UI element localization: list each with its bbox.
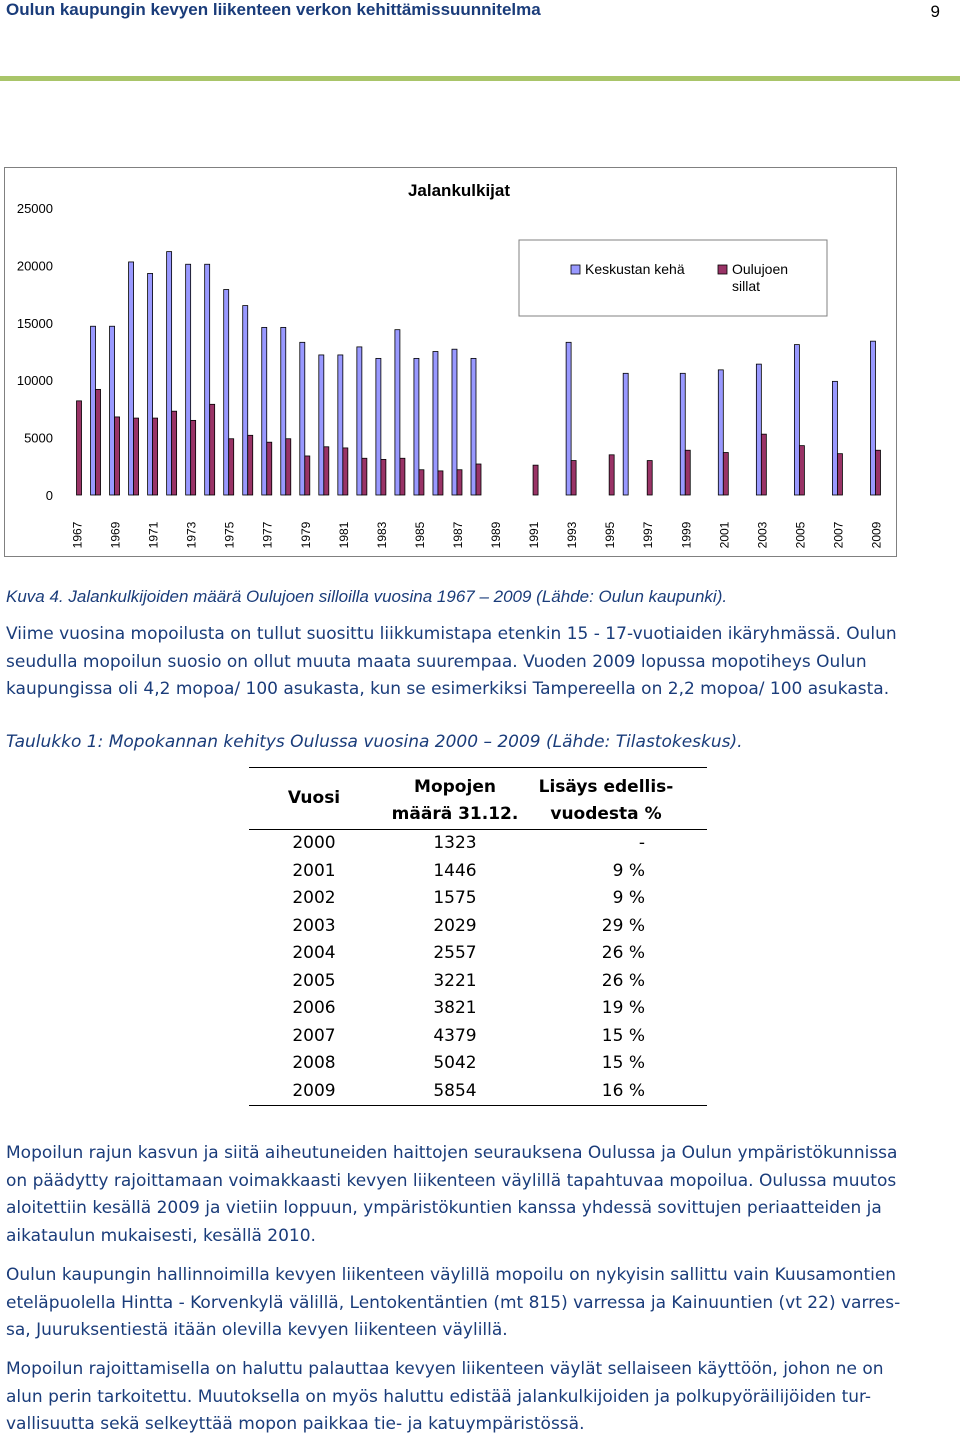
bar-oulujoen-sillat (324, 447, 329, 495)
paragraph-line: aloitettiin kesällä 2009 ja vietiin loppuun, ympäristökuntien kanssa yhdessä sovittujen periaatteiden ja (6, 1198, 882, 1218)
bar-oulujoen-sillat (362, 458, 367, 495)
x-tick-label: 1979 (298, 521, 313, 549)
bar-keskustan-keha (794, 345, 799, 495)
bar-oulujoen-sillat (305, 456, 310, 495)
table-body (249, 830, 707, 1105)
legend-swatch-oulujoen-sillat (718, 265, 727, 274)
header-lisays (531, 774, 681, 828)
x-tick-label: 1967 (70, 521, 85, 549)
paragraph-line: Oulun kaupungin hallinnoimilla kevyen liikenteen väylillä mopoilu on nykyisin sallittu vain Kuusamontien (6, 1265, 897, 1285)
bar-oulujoen-sillat (267, 442, 272, 495)
x-tick-label: 1999 (679, 521, 694, 549)
bar-oulujoen-sillat (153, 418, 158, 495)
bar-keskustan-keha (832, 381, 837, 495)
paragraph-line: eteläpuolella Hintta - Korvenkylä välillä, Lentokentäntien (mt 815) varressa ja Kainuuntien (vt 22) varres- (6, 1292, 901, 1313)
table-row: 2008 5042 15 % (292, 1053, 645, 1073)
bar-oulujoen-sillat (96, 389, 101, 495)
bar-oulujoen-sillat (172, 411, 177, 495)
figure-caption: Kuva 4. Jalankulkijoiden määrä Oulujoen silloilla vuosina 1967 – 2009 (Lähde: Oulun kaupunki). (6, 587, 728, 606)
bar-oulujoen-sillat (609, 455, 614, 495)
table-row: 2000 1323 - (292, 833, 645, 853)
bar-keskustan-keha (148, 273, 153, 495)
bar-keskustan-keha (756, 364, 761, 495)
bar-keskustan-keha (338, 355, 343, 495)
y-tick-label: 5000 (24, 430, 53, 446)
x-tick-label: 2003 (755, 521, 770, 549)
table-header (249, 768, 707, 830)
paragraph-line: seudulla mopoilun suosio on ollut muuta maata suurempaa. Vuoden 2009 lopussa mopotiheys Oulun (6, 651, 867, 672)
paragraph-line: kaupungissa oli 4,2 mopoa/ 100 asukasta, kun se esimerkiksi Tampereella on 2,2 mopoa/ 100 asukasta. (6, 679, 890, 699)
table-caption: Taulukko 1: Mopokannan kehitys Oulussa vuosina 2000 – 2009 (Lähde: Tilastokeskus). (6, 732, 743, 752)
x-tick-label: 1981 (336, 521, 351, 549)
bar-oulujoen-sillat (210, 404, 215, 495)
x-tick-label: 1995 (603, 521, 618, 549)
bar-oulujoen-sillat (723, 453, 728, 495)
bar-keskustan-keha (433, 352, 438, 496)
table-row: 2003 2029 29 % (292, 915, 645, 936)
bar-oulujoen-sillat (191, 420, 196, 495)
table-row: 2007 4379 15 % (292, 1025, 645, 1046)
bar-keskustan-keha (110, 326, 115, 495)
table-row: 2001 1446 9 % (292, 860, 645, 881)
moped-table (249, 767, 707, 1106)
bar-keskustan-keha (319, 355, 324, 495)
bar-keskustan-keha (243, 306, 248, 495)
paragraph-line: Viime vuosina mopoilusta on tullut suosittu liikkumistapa etenkin 15 - 17-vuotiaiden ikäryhmässä. Oulun (6, 624, 897, 644)
bar-keskustan-keha (205, 264, 210, 495)
bar-oulujoen-sillat (286, 439, 291, 495)
page-number: 9 (930, 2, 940, 21)
x-tick-label: 1985 (412, 521, 427, 549)
bar-keskustan-keha (566, 342, 571, 495)
paragraph-line: sa, Juuruksentiestä itään olevilla kevyen liikenteen väylillä. (6, 1320, 508, 1340)
paragraph-line: on päädytty rajoittamaan voimakkaasti kevyen liikenteen väylillä tapahtuvaa mopoilua. Oulussa muutos (6, 1170, 897, 1191)
x-tick-label: 1971 (146, 521, 161, 549)
header-lisays-line2: vuodesta % (550, 804, 662, 824)
x-tick-label: 1987 (450, 521, 465, 549)
x-tick-label: 1975 (222, 521, 237, 549)
bar-keskustan-keha (471, 358, 476, 495)
table-row: 2002 1575 9 % (292, 888, 645, 908)
table-row: 2006 3821 19 % (292, 998, 645, 1018)
paragraph-tavoite (6, 1356, 954, 1439)
header-mopojen-line1: Mopojen (414, 777, 496, 797)
x-tick-label: 1993 (565, 521, 580, 549)
bar-oulujoen-sillat (248, 435, 253, 495)
bar-oulujoen-sillat (134, 418, 139, 495)
header-vuosi: Vuosi (287, 788, 341, 808)
bar-keskustan-keha (680, 373, 685, 495)
bar-oulujoen-sillat (419, 470, 424, 495)
y-axis-labels (17, 201, 53, 503)
x-tick-label: 1997 (641, 521, 656, 549)
y-tick-label: 0 (45, 488, 53, 503)
bar-oulujoen-sillat (533, 465, 538, 495)
table-row: 2004 2557 26 % (292, 943, 645, 963)
pedestrian-chart (4, 167, 897, 557)
bar-keskustan-keha (414, 358, 419, 495)
bar-oulujoen-sillat (837, 454, 842, 495)
header-divider (0, 76, 960, 81)
bar-keskustan-keha (224, 290, 229, 495)
x-tick-label: 1973 (184, 521, 199, 549)
bar-oulujoen-sillat (476, 464, 481, 495)
x-tick-label: 1969 (108, 521, 123, 549)
bar-keskustan-keha (395, 330, 400, 495)
bar-oulujoen-sillat (115, 417, 120, 495)
bar-oulujoen-sillat (685, 450, 690, 495)
bar-oulujoen-sillat (400, 458, 405, 495)
paragraph-line: alun perin tarkoitettu. Muutoksella on myös haluttu edistää jalankulkijoiden ja polkupyöräilijöiden tur- (6, 1386, 872, 1407)
legend-label-oulujoen-sillat: Oulujoen sillat (732, 261, 789, 294)
bar-keskustan-keha (452, 349, 457, 495)
paragraph-sallitut-vaylat (6, 1262, 954, 1345)
bar-oulujoen-sillat (761, 434, 766, 495)
x-tick-label: 1983 (374, 521, 389, 549)
paragraph-mopoilu-intro (6, 621, 954, 704)
bar-keskustan-keha (167, 252, 172, 495)
x-axis-labels (71, 521, 884, 548)
bar-keskustan-keha (300, 342, 305, 495)
table-row: 2005 3221 26 % (292, 970, 645, 991)
x-tick-label: 1977 (260, 521, 275, 549)
x-tick-label: 2005 (793, 521, 808, 549)
bar-keskustan-keha (376, 358, 381, 495)
bar-keskustan-keha (718, 370, 723, 495)
bar-keskustan-keha (623, 373, 628, 495)
bar-oulujoen-sillat (77, 401, 82, 495)
bar-oulujoen-sillat (381, 459, 386, 495)
bar-keskustan-keha (262, 327, 267, 495)
header-mopojen-line2: määrä 31.12. (391, 804, 519, 824)
bar-oulujoen-sillat (875, 450, 880, 495)
bar-oulujoen-sillat (343, 448, 348, 495)
y-tick-label: 15000 (16, 315, 53, 331)
x-tick-label: 2009 (869, 521, 884, 549)
y-tick-label: 25000 (16, 201, 53, 216)
bar-keskustan-keha (91, 326, 96, 495)
table-row: 2009 5854 16 % (292, 1080, 645, 1101)
bar-oulujoen-sillat (438, 471, 443, 495)
paragraph-line: Mopoilun rajun kasvun ja siitä aiheutuneiden haittojen seurauksena Oulussa ja Oulun ympäristökunnissa (6, 1143, 898, 1163)
bar-keskustan-keha (281, 327, 286, 495)
paragraph-line: vallisuutta sekä selkeyttää mopon paikkaa tie- ja katuympäristössä. (6, 1414, 585, 1434)
bar-keskustan-keha (129, 262, 134, 495)
header-lisays-line1: Lisäys edellis- (538, 777, 674, 797)
bar-oulujoen-sillat (457, 470, 462, 495)
paragraph-line: Mopoilun rajoittamisella on haluttu palauttaa kevyen liikenteen väylät sellaiseen käyttöön, johon ne on (6, 1359, 884, 1379)
paragraph-line: aikataulun mukaisesti, kesällä 2010. (6, 1225, 316, 1246)
bar-keskustan-keha (357, 347, 362, 495)
x-tick-label: 1991 (527, 521, 542, 549)
paragraph-rajoitus (6, 1140, 954, 1250)
bar-oulujoen-sillat (647, 461, 652, 495)
y-tick-label: 20000 (16, 258, 53, 274)
legend-label-keskustan-keha: Keskustan kehä (585, 261, 685, 277)
chart-canvas (5, 168, 896, 556)
legend-box (519, 240, 827, 316)
page-header-title: Oulun kaupungin kevyen liikenteen verkon kehittämissuunnitelma (6, 0, 541, 19)
x-tick-label: 2001 (717, 521, 732, 549)
chart-title: Jalankulkijat (407, 181, 511, 200)
legend-swatch-keskustan-keha (571, 265, 580, 274)
x-tick-label: 2007 (831, 521, 846, 549)
bar-keskustan-keha (186, 264, 191, 495)
bar-oulujoen-sillat (571, 461, 576, 495)
header-mopojen (379, 774, 531, 828)
x-tick-label: 1989 (489, 521, 504, 549)
bar-oulujoen-sillat (799, 446, 804, 495)
bar-keskustan-keha (870, 341, 875, 495)
bar-oulujoen-sillat (229, 439, 234, 495)
chart-legend (519, 240, 827, 316)
y-tick-label: 10000 (16, 373, 53, 389)
